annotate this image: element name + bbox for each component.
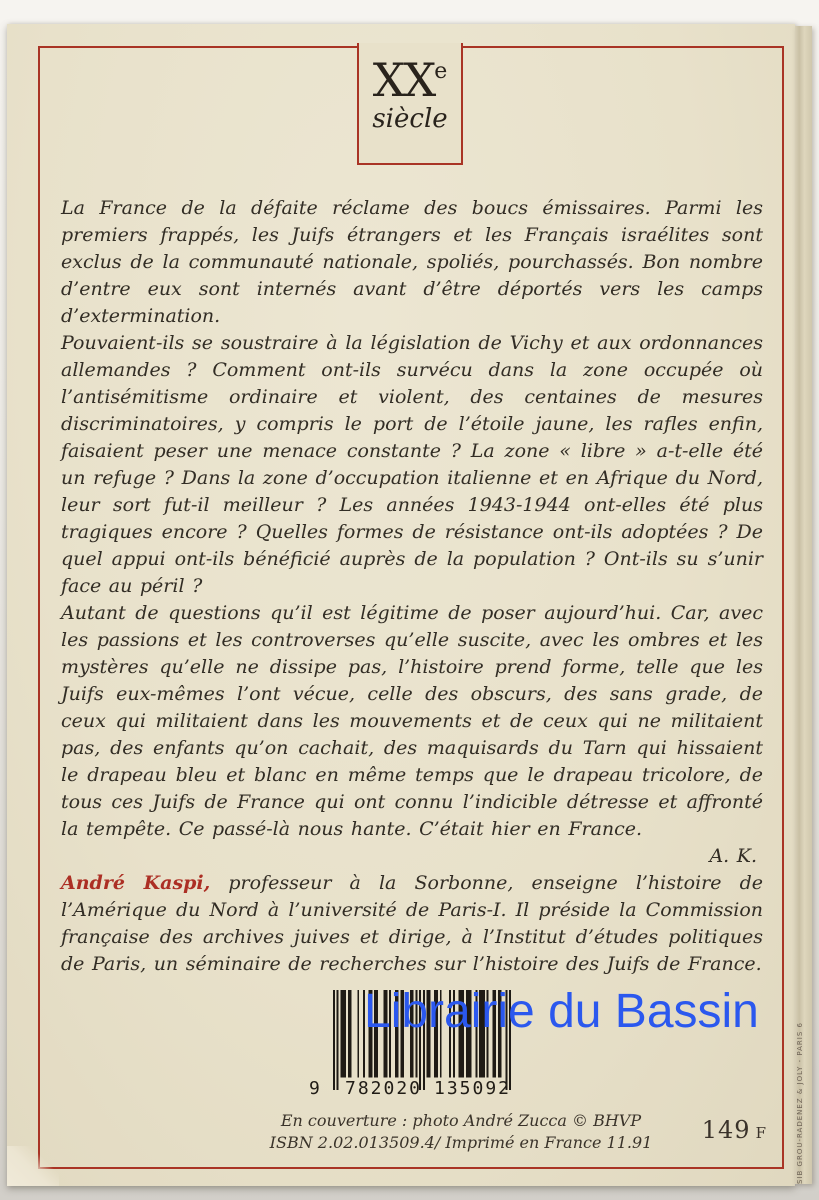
printer-credit: SIB GROU-RADENEZ & JOLY - PARIS 6 xyxy=(796,1022,804,1184)
price xyxy=(702,1116,766,1144)
barcode-right-group: 135092 xyxy=(433,1078,512,1099)
bookseller-watermark: Librairie du Bassin xyxy=(364,985,759,1038)
isbn-line: ISBN 2.02.013509.4/ Imprimé en France 11.91 xyxy=(269,1133,653,1152)
barcode-digits xyxy=(303,1078,517,1099)
author-bio xyxy=(61,870,763,978)
collection-logo-box xyxy=(357,43,463,165)
barcode-first-digit: 9 xyxy=(309,1078,320,1099)
cover-photo-credit: En couverture : photo André Zucca © BHVP xyxy=(280,1111,642,1130)
back-cover-blurb xyxy=(61,195,763,978)
blurb-paragraph-2: Pouvaient-ils se soustraire à la législation de Vichy et aux ordonnances allemandes ? Comment ont-ils survécu dans la zone occupée où l’antisémitisme ordinaire et violent, des centaines de mesures discriminatoires, y compris le port de l’étoile jaune, les rafles enfin, faisaient peser une menace constante ? La zone « libre » a-t-elle été un refuge ? Dans la zone d’occupation italienne et en Afrique du Nord, leur sort fut-il meilleur ? Les années 1943-1944 ont-elles été plus tragiques encore ? Quelles formes de résistance ont-ils adoptées ? De quel appui ont-ils bénéficié auprès de la population ? Ont-ils su s’unir face au péril ? xyxy=(61,332,763,597)
author-name: André Kaspi, xyxy=(61,872,211,894)
author-initials: A. K. xyxy=(709,845,757,867)
author-bio-text: professeur à la Sorbonne, enseigne l’histoire de l’Amérique du Nord à l’université de Paris-I. Il préside la Commission française des archives juives et dirige, à l’Institut d’études politiques de Paris, un séminaire de recherches sur l’histoire des Juifs de France. xyxy=(61,872,763,975)
price-currency: F xyxy=(755,1124,766,1142)
collection-logo xyxy=(359,53,461,107)
logo-siecle-text: siècle xyxy=(372,104,448,134)
barcode-left-group: 782020 xyxy=(344,1078,423,1099)
logo-superscript-e: e xyxy=(434,59,448,84)
book-back-cover xyxy=(7,24,795,1186)
blurb-paragraph-1: La France de la défaite réclame des boucs émissaires. Parmi les premiers frappés, les Juifs étrangers et les Français israélites sont exclus de la communauté nationale, spoliés, pourchassés. Bon nombre d’entre eux sont internés avant d’être déportés vers les camps d’extermination. xyxy=(61,197,763,327)
logo-xx-text: XX xyxy=(372,53,435,107)
blurb-paragraph-3: Autant de questions qu’il est légitime de poser aujourd’hui. Car, avec les passions et les controverses qu’elle suscite, avec les ombres et les mystères qu’elle ne dissipe pas, l’histoire prend forme, telle que les Juifs eux-mêmes l’ont vécue, celle des obscurs, des sans grade, de ceux qui militaient dans les mouvements et de ceux qui ne militaient pas, des enfants qu’on cachait, des maquisards du Tarn qui hissaient le drapeau bleu et blanc en même temps que le drapeau tricolore, de tous ces Juifs de France qui ont connu l’indicible détresse et affronté la tempête. Ce passé-là nous hante. C’était hier en France. xyxy=(61,602,763,840)
price-amount: 149 xyxy=(701,1116,751,1144)
